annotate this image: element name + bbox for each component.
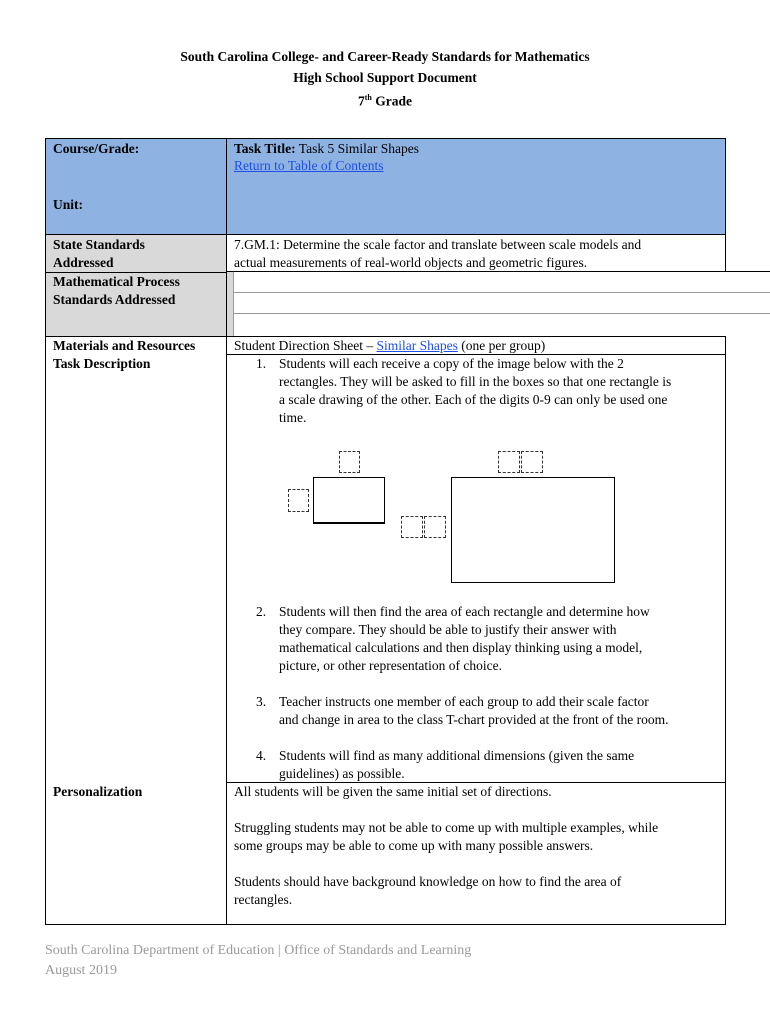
table-row-line: [45, 234, 726, 235]
digit-box[interactable]: [521, 451, 543, 473]
task-title-label: Task Title:: [234, 141, 296, 156]
list-number: 4.: [256, 748, 267, 763]
footer-date: August 2019: [45, 963, 117, 978]
personalization-line: All students will be given the same initial set of directions.: [234, 784, 552, 799]
table-border-right: [725, 138, 726, 271]
task-description-label: Task Description: [53, 356, 151, 371]
list-text-line: time.: [279, 410, 307, 425]
course-grade-label: Course/Grade:: [53, 141, 140, 156]
process-inner-divider: [233, 272, 234, 336]
document-header: [0, 47, 770, 112]
personalization-line: Struggling students may not be able to come up with multiple examples, while: [234, 820, 659, 835]
materials-suffix: (one per group): [457, 338, 546, 353]
unit-label: Unit:: [53, 197, 83, 212]
grade-superscript: th: [364, 93, 372, 102]
document-footer: [45, 941, 471, 981]
standards-text-line: actual measurements of real-world objects and geometric figures.: [234, 255, 588, 270]
personalization-line: Students should have background knowledge on how to find the area of: [234, 874, 622, 889]
table-border-top: [45, 138, 726, 139]
process-subline: [233, 313, 770, 314]
grade-number: 7: [358, 93, 365, 109]
table-border-bottom: [45, 924, 726, 925]
grade-word: Grade: [375, 93, 412, 109]
task-title-value: Task 5 Similar Shapes: [298, 141, 419, 156]
header-subtitle: High School Support Document: [293, 69, 477, 85]
materials-value: [234, 337, 724, 355]
small-rectangle: [313, 477, 385, 524]
personalization-line: rectangles.: [234, 892, 293, 907]
list-text-line: guidelines) as possible.: [279, 766, 405, 781]
digit-box[interactable]: [401, 516, 423, 538]
list-text-line: picture, or other representation of choice.: [279, 658, 503, 673]
list-text-line: rectangles. They will be asked to fill in the boxes so that one rectangle is: [279, 374, 672, 389]
return-to-toc-link[interactable]: Return to Table of Contents: [234, 158, 384, 173]
personalization-value: [234, 783, 724, 909]
digit-box[interactable]: [288, 489, 309, 512]
personalization-label: Personalization: [53, 784, 143, 799]
personalization-line: some groups may be able to come up with many possible answers.: [234, 838, 594, 853]
process-label-line: Standards Addressed: [53, 292, 176, 307]
table-column-divider: [226, 138, 227, 924]
large-rectangle: [451, 477, 615, 583]
list-text-line: Students will then find the area of each rectangle and determine how: [279, 604, 650, 619]
table-border-left: [45, 138, 46, 924]
materials-label: Materials and Resources: [53, 338, 196, 353]
list-number: 3.: [256, 694, 267, 709]
task-title: [234, 140, 714, 158]
state-standards-value: [234, 236, 724, 272]
state-standards-label-line: Addressed: [53, 255, 114, 270]
header-title: South Carolina College- and Career-Ready Standards for Mathematics: [180, 49, 590, 64]
digit-box[interactable]: [498, 451, 520, 473]
state-standards-label-line: State Standards: [53, 237, 145, 252]
list-text-line: Students will each receive a copy of the image below with the 2: [279, 356, 624, 371]
materials-prefix: Student Direction Sheet –: [234, 338, 377, 353]
list-text-line: mathematical calculations and then display thinking using a model,: [279, 640, 643, 655]
list-text-line: Students will find as many additional dimensions (given the same: [279, 748, 635, 763]
footer-department: South Carolina Department of Education | Office of Standards and Learning: [45, 943, 472, 958]
state-standards-label: [53, 236, 221, 272]
header-grade: [0, 88, 770, 112]
digit-box[interactable]: [424, 516, 446, 538]
process-label-line: Mathematical Process: [53, 274, 180, 289]
list-number: 2.: [256, 604, 267, 619]
list-text-line: they compare. They should be able to justify their answer with: [279, 622, 617, 637]
digit-box[interactable]: [339, 451, 360, 473]
standards-text-line: 7.GM.1: Determine the scale factor and translate between scale models and: [234, 237, 642, 252]
list-number: 1.: [256, 356, 267, 371]
table-border-right: [725, 336, 726, 924]
list-text-line: and change in area to the class T-chart provided at the front of the room.: [279, 712, 669, 727]
list-text-line: Teacher instructs one member of each group to add their scale factor: [279, 694, 649, 709]
similar-shapes-link[interactable]: Similar Shapes: [376, 338, 458, 353]
process-subline: [233, 292, 770, 293]
process-standards-label: [53, 273, 221, 309]
list-text-line: a scale drawing of the other. Each of the digits 0-9 can only be used one: [279, 392, 668, 407]
